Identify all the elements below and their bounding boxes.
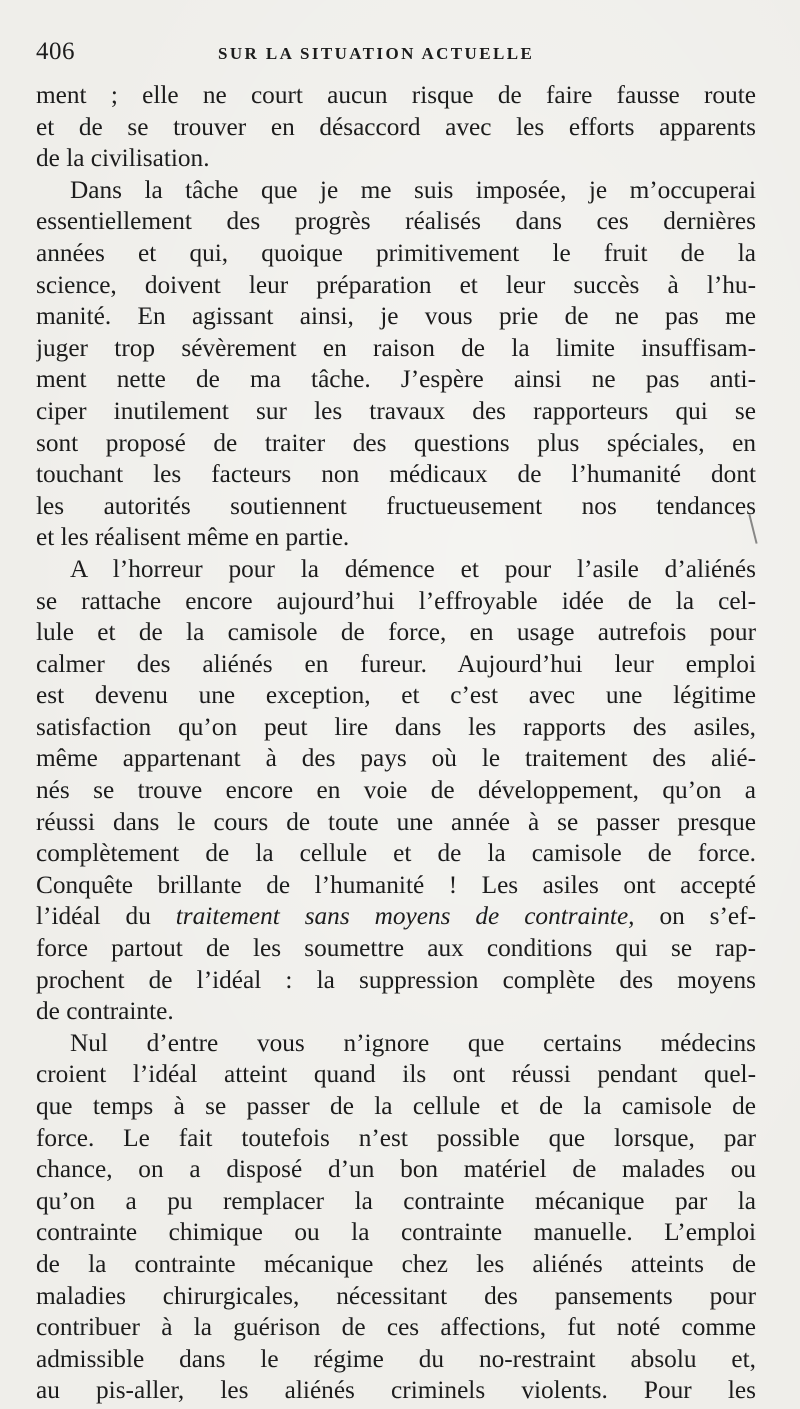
text-line: calmer des aliénés en fureur. Aujourd’hui leur emploi	[36, 649, 756, 678]
text-line: et de se trouver en désaccord avec les efforts apparents	[36, 112, 756, 141]
text-line: force. Le fait toutefois n’est possible que lorsque, par	[36, 1123, 756, 1152]
text-line: se rattache encore aujourd’hui l’effroyable idée de la cel-	[36, 586, 756, 615]
text-line: et les réalisent même en partie.	[36, 523, 350, 552]
text-line: touchant les facteurs non médicaux de l’humanité dont	[36, 460, 756, 489]
text-line: prochent de l’idéal : la suppression complète des moyens	[36, 965, 756, 994]
text-line: qu’on a pu remplacer la contrainte mécanique par la	[36, 1186, 756, 1215]
text-line: satisfaction qu’on peut lire dans les rapports des asiles,	[36, 712, 756, 741]
text-line: de contrainte.	[36, 997, 174, 1026]
text-line: complètement de la cellule et de la camisole de force.	[36, 839, 756, 868]
text-line: contribuer à la guérison de ces affections, fut noté comme	[36, 1313, 756, 1342]
text-line: même appartenant à des pays où le traitement des alié-	[36, 744, 756, 773]
text-line: de la contrainte mécanique chez les aliénés atteints de	[36, 1249, 756, 1278]
text-segment: l’idéal du	[36, 902, 176, 931]
text-line: nés se trouve encore en voie de développement, qu’on a	[36, 776, 756, 805]
text-line: est devenu une exception, et c’est avec une légitime	[36, 681, 756, 710]
text-line: admissible dans le régime du no-restraint absolu et,	[36, 1344, 756, 1373]
text-line: science, doivent leur préparation et leur succès à l’hu-	[36, 270, 756, 299]
page-number: 406	[36, 38, 75, 65]
text-line: force partout de les soumettre aux conditions qui se rap-	[36, 934, 756, 963]
text-line: Conquête brillante de l’humanité ! Les asiles ont accepté	[36, 870, 756, 899]
text-line: contrainte chimique ou la contrainte manuelle. L’emploi	[36, 1218, 756, 1247]
text-line: ment nette de ma tâche. J’espère ainsi ne pas anti-	[36, 365, 756, 394]
text-line: que temps à se passer de la cellule et de la camisole de	[36, 1092, 756, 1120]
text-line: ment ; elle ne court aucun risque de faire fausse route	[36, 81, 756, 109]
text-line: maladies chirurgicales, nécessitant des pansements pour	[36, 1281, 756, 1310]
paragraph-start-line: Nul d’entre vous n’ignore que certains médecins	[70, 1028, 756, 1057]
text-line: de la civilisation.	[36, 144, 210, 173]
text-line: années et qui, quoique primitivement le fruit de la	[36, 238, 756, 267]
text-segment: on s’ef-	[634, 902, 756, 931]
text-line: au pis-aller, les aliénés criminels violents. Pour les	[36, 1376, 756, 1405]
text-line: les autorités soutiennent fructueusement nos tendances	[36, 491, 756, 520]
text-line: réussi dans le cours de toute une année à se passer presque	[36, 807, 756, 836]
text-line-with-italic	[36, 901, 756, 933]
text-line: essentiellement des progrès réalisés dans ces dernières	[36, 207, 756, 236]
text-line: chance, on a disposé d’un bon matériel de malades ou	[36, 1155, 756, 1184]
page-header	[36, 38, 756, 64]
paragraph-start-line: A l’horreur pour la démence et pour l’asile d’aliénés	[70, 554, 756, 583]
text-line: ciper inutilement sur les travaux des rapporteurs qui se	[36, 396, 756, 425]
running-head: SUR LA SITUATION ACTUELLE	[218, 44, 535, 63]
text-line: juger trop sévèrement en raison de la limite insuffisam-	[36, 333, 756, 362]
text-line: lule et de la camisole de force, en usage autrefois pour	[36, 618, 756, 647]
text-line: sont proposé de traiter des questions plus spéciales, en	[36, 428, 756, 457]
italic-phrase: traitement sans moyens de contrainte,	[175, 902, 635, 931]
text-line: manité. En agissant ainsi, je vous prie de ne pas me	[36, 302, 756, 331]
body-text	[36, 80, 756, 1407]
text-line: croient l’idéal atteint quand ils ont réussi pendant quel-	[36, 1060, 756, 1089]
paragraph-start-line: Dans la tâche que je me suis imposée, je m’occuperai	[70, 175, 756, 204]
